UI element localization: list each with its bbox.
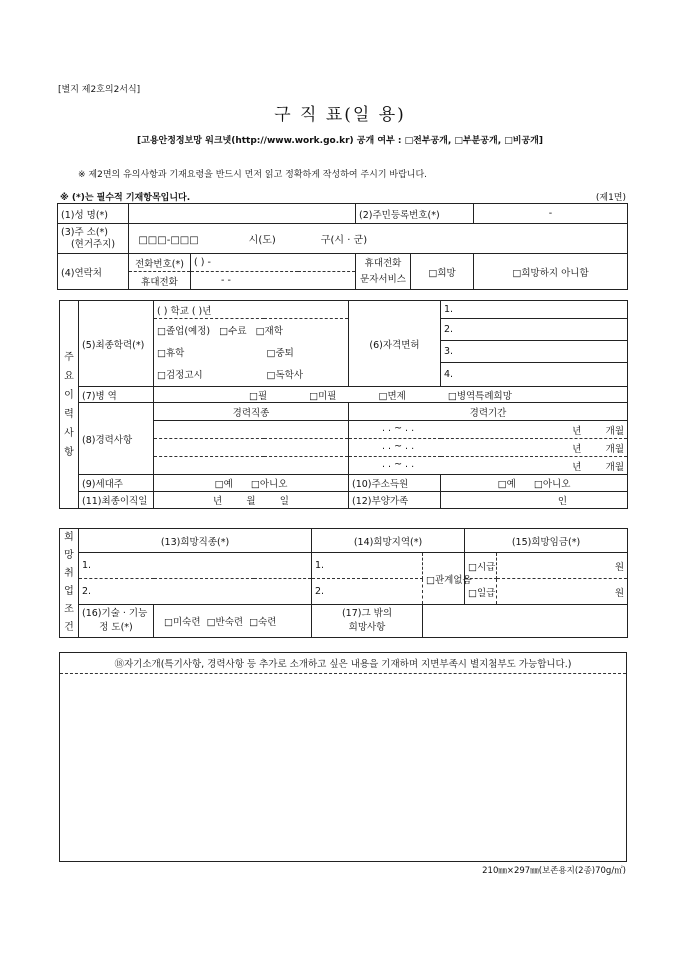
phone-field[interactable]: ( ) -: [191, 254, 356, 272]
desired-job-header: (13)희망직종(*): [79, 529, 312, 553]
contact-label: (4)연락처: [58, 254, 129, 290]
notice: ※ 제2면의 유의사항과 기재요령을 반드시 먼저 읽고 정확하게 작성하여 주시기 바랍니다.: [78, 170, 428, 180]
desired-wage-header: (15)희망임금(*): [465, 529, 628, 553]
military-not-served[interactable]: □미필: [309, 390, 337, 402]
personal-info-table: [57, 203, 628, 290]
page-title: 구 직 표(일 용): [274, 105, 406, 125]
sms-yes-checkbox[interactable]: □희망: [411, 254, 474, 290]
main-earner-no[interactable]: □아니오: [533, 479, 571, 490]
gu-label: 구(시 · 군): [320, 235, 368, 246]
main-earner-label: (10)주소득원: [349, 475, 441, 492]
name-field[interactable]: [129, 204, 356, 224]
skill-skilled[interactable]: □숙련: [249, 617, 277, 628]
career-period-header: 경력기간: [349, 403, 628, 421]
history-section-label: 주요이력사항: [60, 301, 79, 509]
skill-label-2: 정 도(*): [99, 622, 133, 633]
paper-spec-footer: 210㎜×297㎜(보존용지(2종)70g/㎡): [482, 866, 626, 876]
self-intro-header: ⑱자기소개(특기사항, 경력사항 등 추가로 소개하고 싶은 내용을 기재하며 지면부족시 별지첨부도 가능합니다.): [60, 653, 627, 674]
edu-ged[interactable]: □검정고시: [157, 370, 203, 382]
rrn-label: (2)주민등록번호(*): [356, 204, 474, 224]
desired-region-2[interactable]: 2.: [312, 579, 423, 605]
license-row-2[interactable]: 2.: [441, 319, 628, 341]
dependents-field[interactable]: 인: [441, 492, 628, 509]
military-label: (7)병 역: [79, 387, 154, 403]
desired-region-header: (14)희망지역(*): [312, 529, 465, 553]
skill-label: (16)기술 · 기능: [82, 608, 148, 619]
edu-completed[interactable]: □수료: [219, 325, 247, 337]
edu-dropout[interactable]: □중퇴: [266, 347, 294, 359]
other-wishes-label-2: 희망사항: [348, 622, 386, 633]
address-label: (3)주 소(*): [61, 226, 108, 238]
wish-section-label: 희망취업조건: [60, 529, 79, 638]
required-note: ※ (*)는 필수적 기재항목입니다.: [60, 193, 191, 203]
hourly-amount[interactable]: 원: [497, 553, 628, 579]
zip-boxes[interactable]: □□□-□□□: [138, 235, 199, 246]
military-special[interactable]: □병역특례희망: [447, 390, 512, 402]
last-job-date-field[interactable]: 년 월 일: [154, 492, 349, 509]
household-head-label: (9)세대주: [79, 475, 154, 492]
military-exempt[interactable]: □면제: [378, 390, 406, 402]
career-period-3[interactable]: . . ~ . . 년 개월: [349, 457, 628, 475]
edu-leave[interactable]: □휴학: [157, 347, 185, 359]
region-any-checkbox[interactable]: □관계없음: [423, 553, 465, 605]
last-job-date-label: (11)최종이직일: [79, 492, 154, 509]
career-job-3[interactable]: [154, 457, 349, 475]
license-row-3[interactable]: 3.: [441, 341, 628, 363]
mobile-label: 휴대전화: [129, 272, 191, 290]
self-intro-table: [59, 652, 627, 862]
career-job-header: 경력직종: [154, 403, 349, 421]
career-period-1[interactable]: . . ~ . . 년 개월: [349, 421, 628, 439]
page-label: (제1면): [595, 193, 626, 203]
license-row-1[interactable]: 1.: [441, 301, 628, 319]
desired-region-1[interactable]: 1.: [312, 553, 423, 579]
hourly-checkbox[interactable]: □시급: [465, 553, 497, 579]
address-sublabel: (현거주지): [70, 238, 116, 250]
school-field[interactable]: ( ) 학교 ( )년: [154, 301, 349, 319]
name-label: (1)성 명(*): [58, 204, 129, 224]
skill-semiskilled[interactable]: □반숙련: [206, 617, 244, 628]
disclosure-line: [고용안정정보망 워크넷(http://www.work.go.kr) 공개 여부 : □전부공개, □부분공개, □비공개]: [137, 136, 543, 146]
phone-label: 전화번호(*): [129, 254, 191, 272]
other-wishes-label: (17)그 밖의: [341, 608, 393, 619]
sms-no-checkbox[interactable]: □희망하지 아니함: [474, 254, 628, 290]
desired-job-2[interactable]: 2.: [79, 579, 312, 605]
history-table: [59, 300, 628, 509]
edu-graduated[interactable]: □졸업(예정): [157, 325, 211, 337]
license-label: (6)자격면허: [349, 301, 441, 387]
career-job-2[interactable]: [154, 439, 349, 457]
career-label: (8)경력사항: [79, 403, 154, 475]
form-reference: [별지 제2호의2서식]: [58, 85, 141, 95]
mobile-field[interactable]: - -: [191, 272, 356, 290]
desired-conditions-table: [59, 528, 628, 638]
desired-job-1[interactable]: 1.: [79, 553, 312, 579]
daily-amount[interactable]: 원: [497, 579, 628, 605]
main-earner-yes[interactable]: □예: [497, 479, 516, 490]
rrn-field[interactable]: -: [474, 204, 628, 224]
education-label: (5)최종학력(*): [79, 301, 154, 387]
sms-label: 휴대전화: [364, 257, 402, 269]
address-field[interactable]: [129, 224, 628, 254]
sms-label-2: 문자서비스: [360, 273, 406, 285]
license-row-4[interactable]: 4.: [441, 363, 628, 387]
military-served[interactable]: □필: [249, 390, 268, 402]
household-head-yes[interactable]: □예: [214, 479, 233, 490]
edu-enrolled[interactable]: □재학: [255, 325, 283, 337]
career-job-1[interactable]: [154, 421, 349, 439]
dependents-label: (12)부양가족: [349, 492, 441, 509]
other-wishes-field[interactable]: [423, 605, 628, 638]
self-intro-field[interactable]: [60, 674, 627, 862]
career-period-2[interactable]: . . ~ . . 년 개월: [349, 439, 628, 457]
skill-unskilled[interactable]: □미숙련: [164, 617, 201, 628]
edu-self-study[interactable]: □독학사: [266, 370, 304, 382]
household-head-no[interactable]: □아니오: [250, 479, 288, 490]
sido-label: 시(도): [248, 235, 276, 246]
daily-checkbox[interactable]: □일급: [465, 579, 497, 605]
